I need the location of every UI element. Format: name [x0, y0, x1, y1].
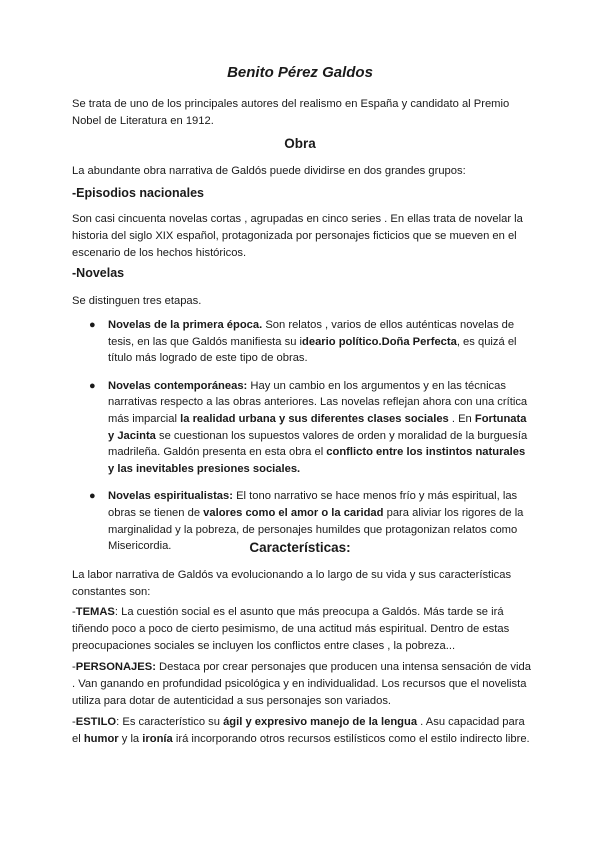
list-item-bold: valores como el amor o la caridad: [203, 506, 384, 519]
list-item-text: se cuestionan los supuestos valores de orden y moralidad de la burguesía madrileña. Galdón presenta en esta obra el: [108, 429, 528, 459]
estilo-bold: humor: [83, 733, 119, 745]
estilo-text: irá incorporando otros recursos estilísticos como el estilo indirecto libre.: [172, 733, 530, 745]
list-item-title: Novelas de la primera época.: [108, 319, 263, 331]
temas-prefix: -: [72, 606, 76, 618]
estilo-text: y la: [118, 733, 143, 745]
estilo-bold: ironía: [142, 733, 173, 745]
list-item-title: Novelas contemporáneas:: [108, 379, 248, 392]
novelas-list: [72, 317, 532, 555]
list-item-bold: Fortunata y Jacinta: [108, 412, 527, 442]
estilo-paragraph: [72, 714, 532, 748]
list-item-bold: la realidad urbana y sus diferentes clases sociales: [180, 412, 449, 425]
obra-heading: Obra: [284, 136, 316, 151]
temas-paragraph: [72, 604, 532, 655]
bullet-icon: ●: [89, 319, 96, 331]
novelas-heading: -Novelas: [72, 266, 125, 280]
personajes-text: Destaca por crear personajes que producen una intensa sensación de vida . Van ganando en profundidad psicológica y en individualidad. Los recursos que el novelista utiliza para dotar de autenticidad a sus personajes son variados.: [72, 661, 531, 707]
list-item-bold: deario político.: [302, 335, 382, 348]
list-item-bold: Doña Perfecta: [381, 335, 457, 348]
bullet-icon: ●: [89, 490, 96, 503]
estilo-bold: ágil y expresivo manejo de la lengua: [223, 716, 418, 728]
list-item: [72, 378, 532, 478]
personajes-label: PERSONAJES:: [75, 661, 156, 673]
temas-text: : La cuestión social es el asunto que más preocupa a Galdós. Más tarde se irá tiñendo poco a poco de cierto pesimismo, de una actitud más espiritual. Dentro de estas preocupaciones sociales se incluyen los conflictos entre clases , la pobreza...: [72, 606, 510, 652]
episodios-heading: -Episodios nacionales: [72, 186, 204, 200]
obra-paragraph: La abundante obra narrativa de Galdós puede dividirse en dos grandes grupos:: [72, 165, 466, 177]
estilo-text: : Es característico su: [116, 716, 224, 728]
list-item-text: Son relatos , varios de ellos auténticas novelas de tesis, en las que Galdós manifiesta su i: [108, 319, 515, 348]
list-item: [72, 317, 532, 367]
document-title: Benito Pérez Galdos: [227, 64, 373, 81]
intro-paragraph: Se trata de uno de los principales autores del realismo en España y candidato al Premio Nobel de Literatura en 1912.: [72, 98, 510, 127]
episodios-paragraph: Son casi cincuenta novelas cortas , agrupadas en cinco series . En ellas trata de novelar la historia del siglo XIX español, protagonizada por personajes ficticios que se mueven en el escenario de los hechos históricos.: [72, 213, 523, 259]
temas-label: TEMAS: [75, 606, 115, 618]
estilo-prefix: -: [72, 716, 76, 728]
caracteristicas-paragraph: La labor narrativa de Galdós va evolucionando a lo largo de su vida y sus características constantes son:: [72, 569, 512, 598]
personajes-prefix: -: [72, 661, 76, 673]
list-item-bold: conflicto entre los instintos naturales y las inevitables presiones sociales.: [108, 446, 526, 475]
bullet-icon: ●: [89, 379, 96, 392]
list-item-text: para aliviar los rigores de la marginalidad y la pobreza, de personajes humildes que protagonizan relatos como Misericordia.: [108, 506, 524, 553]
novelas-paragraph: Se distinguen tres etapas.: [72, 295, 202, 307]
list-item-text: , es quizá el título más logrado de este tipo de obras.: [108, 335, 517, 365]
list-item-text: . En: [448, 412, 475, 425]
list-item-text: Hay un cambio en los argumentos y en las técnicas narrativas respecto a las obras anteriores. Las novelas reflejan ahora con una crítica más imparcial: [108, 379, 528, 425]
caracteristicas-heading: Características:: [249, 540, 351, 555]
personajes-paragraph: [72, 659, 532, 710]
estilo-text: . Asu capacidad para el: [72, 716, 525, 745]
estilo-label: ESTILO: [75, 716, 117, 728]
list-item-text: El tono narrativo se hace menos frío y más espiritual, las obras se tienen de: [108, 490, 518, 519]
list-item-title: Novelas espiritualistas:: [108, 490, 233, 503]
